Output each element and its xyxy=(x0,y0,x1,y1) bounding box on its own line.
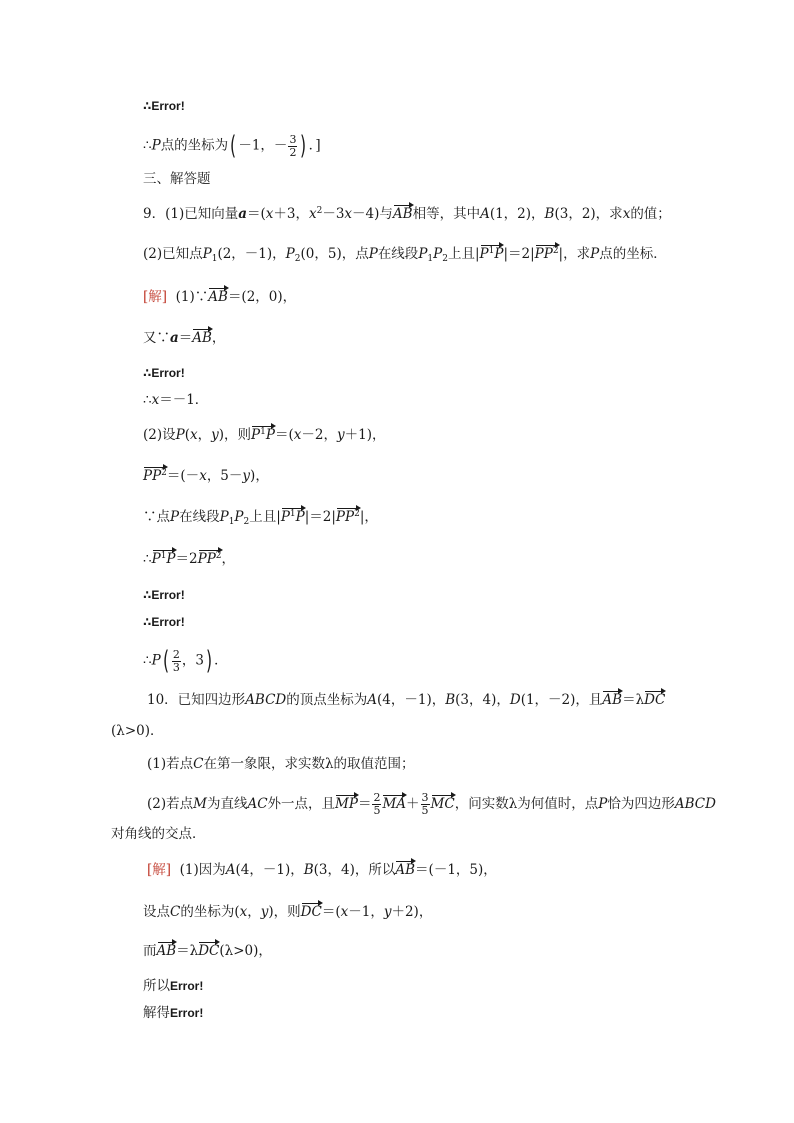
text-run: P xyxy=(590,246,600,262)
text-run: y xyxy=(260,904,269,920)
text-run: P xyxy=(166,551,176,567)
text-run: P xyxy=(234,509,244,525)
text-run: a xyxy=(238,206,247,222)
text-run: 2 xyxy=(289,145,297,159)
text-run: ＝(－1，5)， xyxy=(415,862,497,878)
vector-mc: MC xyxy=(430,796,455,812)
text-run: P xyxy=(494,246,504,262)
text-run: 3 xyxy=(289,132,297,146)
line-q10-5 xyxy=(111,825,206,843)
text-run: a xyxy=(170,330,179,346)
text-run: ∴ xyxy=(143,137,152,154)
text-run: ∴Error! xyxy=(143,615,185,629)
text-run: x xyxy=(344,206,353,222)
text-run: －1，－ xyxy=(238,137,288,154)
text-run: P xyxy=(151,137,161,154)
fraction xyxy=(421,792,430,817)
text-run: ＋1)， xyxy=(344,427,386,443)
text-run: ＝( xyxy=(321,904,341,920)
text-run: P xyxy=(151,652,161,669)
parenthesis: ( xyxy=(162,646,169,676)
text-run: 而 xyxy=(143,943,157,959)
text-run: D xyxy=(509,692,521,708)
line-sol9-10 xyxy=(143,613,185,631)
text-run: ， xyxy=(247,904,261,920)
text-run: M xyxy=(193,796,207,812)
text-run: 上且| xyxy=(447,246,480,262)
text-run: PP xyxy=(143,468,162,484)
text-run: 1 xyxy=(488,246,495,256)
text-run: ABCD xyxy=(674,796,716,812)
text-run: －2， xyxy=(301,427,337,443)
text-run: 的顶点坐标为 xyxy=(286,692,368,708)
solution-tag: [解] xyxy=(143,289,168,305)
line-sol9-9 xyxy=(143,586,185,604)
text-run: 2 xyxy=(442,254,448,264)
line-sol9-1 xyxy=(143,288,296,306)
text-run: －3 xyxy=(322,206,345,222)
text-run: (2)设 xyxy=(143,427,176,443)
text-run: x xyxy=(340,904,349,920)
text-run: 10．已知四边形 xyxy=(147,692,246,708)
text-run: 2 xyxy=(161,468,167,478)
text-run: P xyxy=(418,246,428,262)
line-q10-2 xyxy=(111,722,164,740)
text-run: ＝λ xyxy=(176,943,199,959)
text-run: (1)因为 xyxy=(179,862,226,878)
text-run: ＝( xyxy=(246,206,266,222)
line-q9-2 xyxy=(143,245,667,263)
section-heading xyxy=(143,170,211,188)
vector-ab: AB xyxy=(208,289,228,305)
text-run: x xyxy=(308,206,317,222)
text-run: 5 xyxy=(373,804,381,817)
text-run: 3 xyxy=(172,660,180,674)
text-run: －1， xyxy=(348,904,384,920)
text-run: 2 xyxy=(172,647,180,661)
text-run: P xyxy=(265,427,275,443)
text-run: 为直线 xyxy=(206,796,248,812)
text-run: ＝2 xyxy=(175,551,198,567)
vector-ab: AB xyxy=(602,692,623,708)
vector-ab: AB xyxy=(395,862,416,878)
line-2 xyxy=(143,133,321,159)
text-run: 2 xyxy=(294,254,301,264)
text-run: 1 xyxy=(228,517,235,527)
vector-p1p xyxy=(480,245,504,263)
text-run: －4)与 xyxy=(352,206,393,222)
line-sol9-6 xyxy=(143,467,269,485)
line-sol9-7 xyxy=(143,508,378,526)
text-run: 2 xyxy=(215,551,222,561)
line-sol9-2 xyxy=(143,329,225,347)
line-sol9-11 xyxy=(143,648,228,674)
text-run: y xyxy=(336,427,345,443)
text-run: (3，2)，求 xyxy=(554,206,623,222)
text-run: (2)已知点 xyxy=(143,246,203,262)
line-sol10-5 xyxy=(143,1004,203,1022)
text-run: (3，4)， xyxy=(455,692,510,708)
text-run: x xyxy=(199,468,207,484)
line-sol9-4 xyxy=(143,391,208,409)
text-run: ABCD xyxy=(245,692,287,708)
text-run: P xyxy=(285,246,295,262)
text-run: 1 xyxy=(160,551,167,561)
text-run: A xyxy=(367,692,378,708)
text-run: 在第一象限，求实数λ的取值范围； xyxy=(203,756,415,772)
vector-dc: DC xyxy=(300,904,322,920)
text-run: (λ>0)， xyxy=(219,943,272,959)
text-run: B xyxy=(303,862,314,878)
text-run: (2)若点 xyxy=(147,796,194,812)
text-run: ∴ xyxy=(143,551,152,567)
text-run: 所以 xyxy=(143,978,170,994)
text-run: P xyxy=(202,246,212,262)
text-run: C xyxy=(193,756,204,772)
text-run: )， xyxy=(250,468,269,484)
text-run: PP xyxy=(197,551,216,567)
text-run: 上且| xyxy=(249,509,281,525)
text-run: ∴ xyxy=(143,392,152,408)
text-run: P xyxy=(170,509,180,525)
line-sol10-3 xyxy=(143,942,272,960)
text-run: Error! xyxy=(170,1006,204,1020)
vector-ab: AB xyxy=(192,330,212,346)
text-run: (4，－1)， xyxy=(377,692,446,708)
vector-mp: MP xyxy=(335,796,358,812)
text-run: )，则 xyxy=(218,427,252,443)
text-run: 3 xyxy=(421,791,429,804)
text-run: 2 xyxy=(243,517,250,527)
text-run: )，则 xyxy=(268,904,301,920)
text-run: ，5－ xyxy=(206,468,243,484)
text-run: A xyxy=(225,862,236,878)
text-run: B xyxy=(544,206,555,222)
text-run: ＋ xyxy=(406,796,420,812)
text-run: Error! xyxy=(170,979,204,993)
text-run: ＝λ xyxy=(622,692,645,708)
text-run: x xyxy=(622,206,631,222)
vector-ab: AB xyxy=(392,206,413,222)
text-run: ＝ xyxy=(357,796,372,812)
text-run: 相等，其中 xyxy=(412,206,481,222)
text-run: (1，2)， xyxy=(489,206,545,222)
text-run: ∵点 xyxy=(143,509,170,525)
fraction xyxy=(372,792,381,817)
text-run: ，3 xyxy=(181,652,204,669)
vector-pp2 xyxy=(198,550,222,568)
vector-pp2 xyxy=(143,467,167,485)
text-run: 恰为四边形 xyxy=(607,796,675,812)
text-run: y xyxy=(383,904,392,920)
text-run: ， xyxy=(197,427,212,443)
solution-tag: [解] xyxy=(147,862,172,878)
text-run: P xyxy=(251,427,261,443)
text-run: 2 xyxy=(373,791,381,804)
line-sol10-2 xyxy=(143,903,432,921)
text-run: (3，4)，所以 xyxy=(313,862,396,878)
parenthesis: ) xyxy=(205,646,213,676)
text-run: 的值； xyxy=(630,206,671,222)
fraction xyxy=(288,134,297,159)
line-sol9-5 xyxy=(143,426,385,444)
text-run: (1)若点 xyxy=(147,756,194,772)
parenthesis: ( xyxy=(230,131,237,161)
line-1: ∴Error! xyxy=(143,99,185,113)
line-q9-1 xyxy=(143,205,671,223)
text-run: 9．(1)已知向量 xyxy=(143,206,239,222)
text-run: ＝( xyxy=(274,427,294,443)
text-run: ， xyxy=(221,551,236,567)
vector-ma: MA xyxy=(382,796,407,812)
parenthesis: ) xyxy=(300,131,307,161)
text-run: x xyxy=(190,427,198,443)
text-run: 在线段 xyxy=(377,246,419,262)
text-run: 点的坐标为 xyxy=(160,137,229,154)
text-run: ＝ xyxy=(178,330,193,346)
text-run: 1 xyxy=(289,509,296,519)
text-run: P xyxy=(219,509,229,525)
text-run: ＋3， xyxy=(273,206,309,222)
text-run: x xyxy=(151,392,160,408)
text-run: P xyxy=(598,796,608,812)
text-run: ＝(2，0)， xyxy=(227,289,297,305)
text-run: C xyxy=(170,904,181,920)
text-run: P xyxy=(175,427,185,443)
text-run: (2，－1)， xyxy=(217,246,286,262)
text-run: y xyxy=(211,427,219,443)
text-run: 点的坐标． xyxy=(599,246,667,262)
text-run: |，求 xyxy=(558,246,591,262)
line-q10-4 xyxy=(147,792,716,817)
vector-p1p xyxy=(281,508,305,526)
line-sol10-1 xyxy=(147,861,497,879)
text-run: 对角线的交点． xyxy=(111,826,206,842)
line-q10-3 xyxy=(147,755,415,773)
text-run: |＝2| xyxy=(503,246,535,262)
vector-dc: DC xyxy=(644,692,666,708)
text-run: 1 xyxy=(260,427,266,437)
text-run: 2 xyxy=(552,246,559,256)
text-run: (1)∵ xyxy=(175,289,209,305)
text-run: x xyxy=(265,206,274,222)
line-sol9-8 xyxy=(143,550,235,568)
text-run: ， xyxy=(211,330,226,346)
text-run: (4，－1)， xyxy=(235,862,304,878)
text-run: P xyxy=(479,246,489,262)
text-run: x xyxy=(293,427,302,443)
text-run: P xyxy=(280,509,290,525)
text-run: 又∵ xyxy=(143,330,170,346)
fraction xyxy=(172,649,181,674)
text-run: (1，－2)，且 xyxy=(520,692,603,708)
text-run: 在线段 xyxy=(179,509,220,525)
text-run: 2 xyxy=(316,206,323,216)
text-run: P xyxy=(368,246,378,262)
vector-p1p xyxy=(251,426,275,444)
vector-pp2 xyxy=(535,245,559,263)
vector-p1p xyxy=(152,550,176,568)
text-run: PP xyxy=(534,246,553,262)
text-run: PP xyxy=(335,509,355,525)
text-run: (0，5)，点 xyxy=(300,246,369,262)
text-run: 外一点，且 xyxy=(267,796,336,812)
vector-dc: DC xyxy=(198,943,220,959)
text-run: 5 xyxy=(421,804,429,817)
vector-ab: AB xyxy=(156,943,177,959)
text-run: A xyxy=(480,206,490,222)
text-run: |＝2| xyxy=(304,509,336,525)
text-run: ． xyxy=(214,652,228,669)
text-run: 解得 xyxy=(143,1005,170,1021)
text-run: ＝(－ xyxy=(166,468,200,484)
line-q10-1 xyxy=(147,691,665,709)
text-run: 三、解答题 xyxy=(143,171,211,187)
text-run: 1 xyxy=(211,254,218,264)
text-run: B xyxy=(445,692,456,708)
text-run: x xyxy=(239,904,248,920)
line-sol9-3 xyxy=(143,364,185,382)
text-run: ，问实数λ为何值时，点 xyxy=(454,796,599,812)
text-run: ＝－1． xyxy=(159,392,209,408)
text-run: P xyxy=(151,551,161,567)
text-run: 的坐标为( xyxy=(180,904,240,920)
text-run: AC xyxy=(247,796,268,812)
text-run: |， xyxy=(359,509,378,525)
text-run: 2 xyxy=(354,509,360,519)
text-run: (λ>0)． xyxy=(111,723,164,739)
text-run: 1 xyxy=(427,254,434,264)
text-run: ＋2)， xyxy=(391,904,433,920)
text-run: P xyxy=(433,246,443,262)
text-run: ( xyxy=(184,427,190,443)
text-run: ．] xyxy=(308,137,321,154)
line-sol10-4 xyxy=(143,977,203,995)
text-run: y xyxy=(242,468,251,484)
text-run: ∴Error! xyxy=(143,366,185,380)
text-run: ∴ xyxy=(143,652,152,669)
text-run: P xyxy=(295,509,305,525)
text-run: 设点 xyxy=(143,904,170,920)
text-run: ∴Error! xyxy=(143,588,185,602)
vector-pp2 xyxy=(336,508,360,526)
